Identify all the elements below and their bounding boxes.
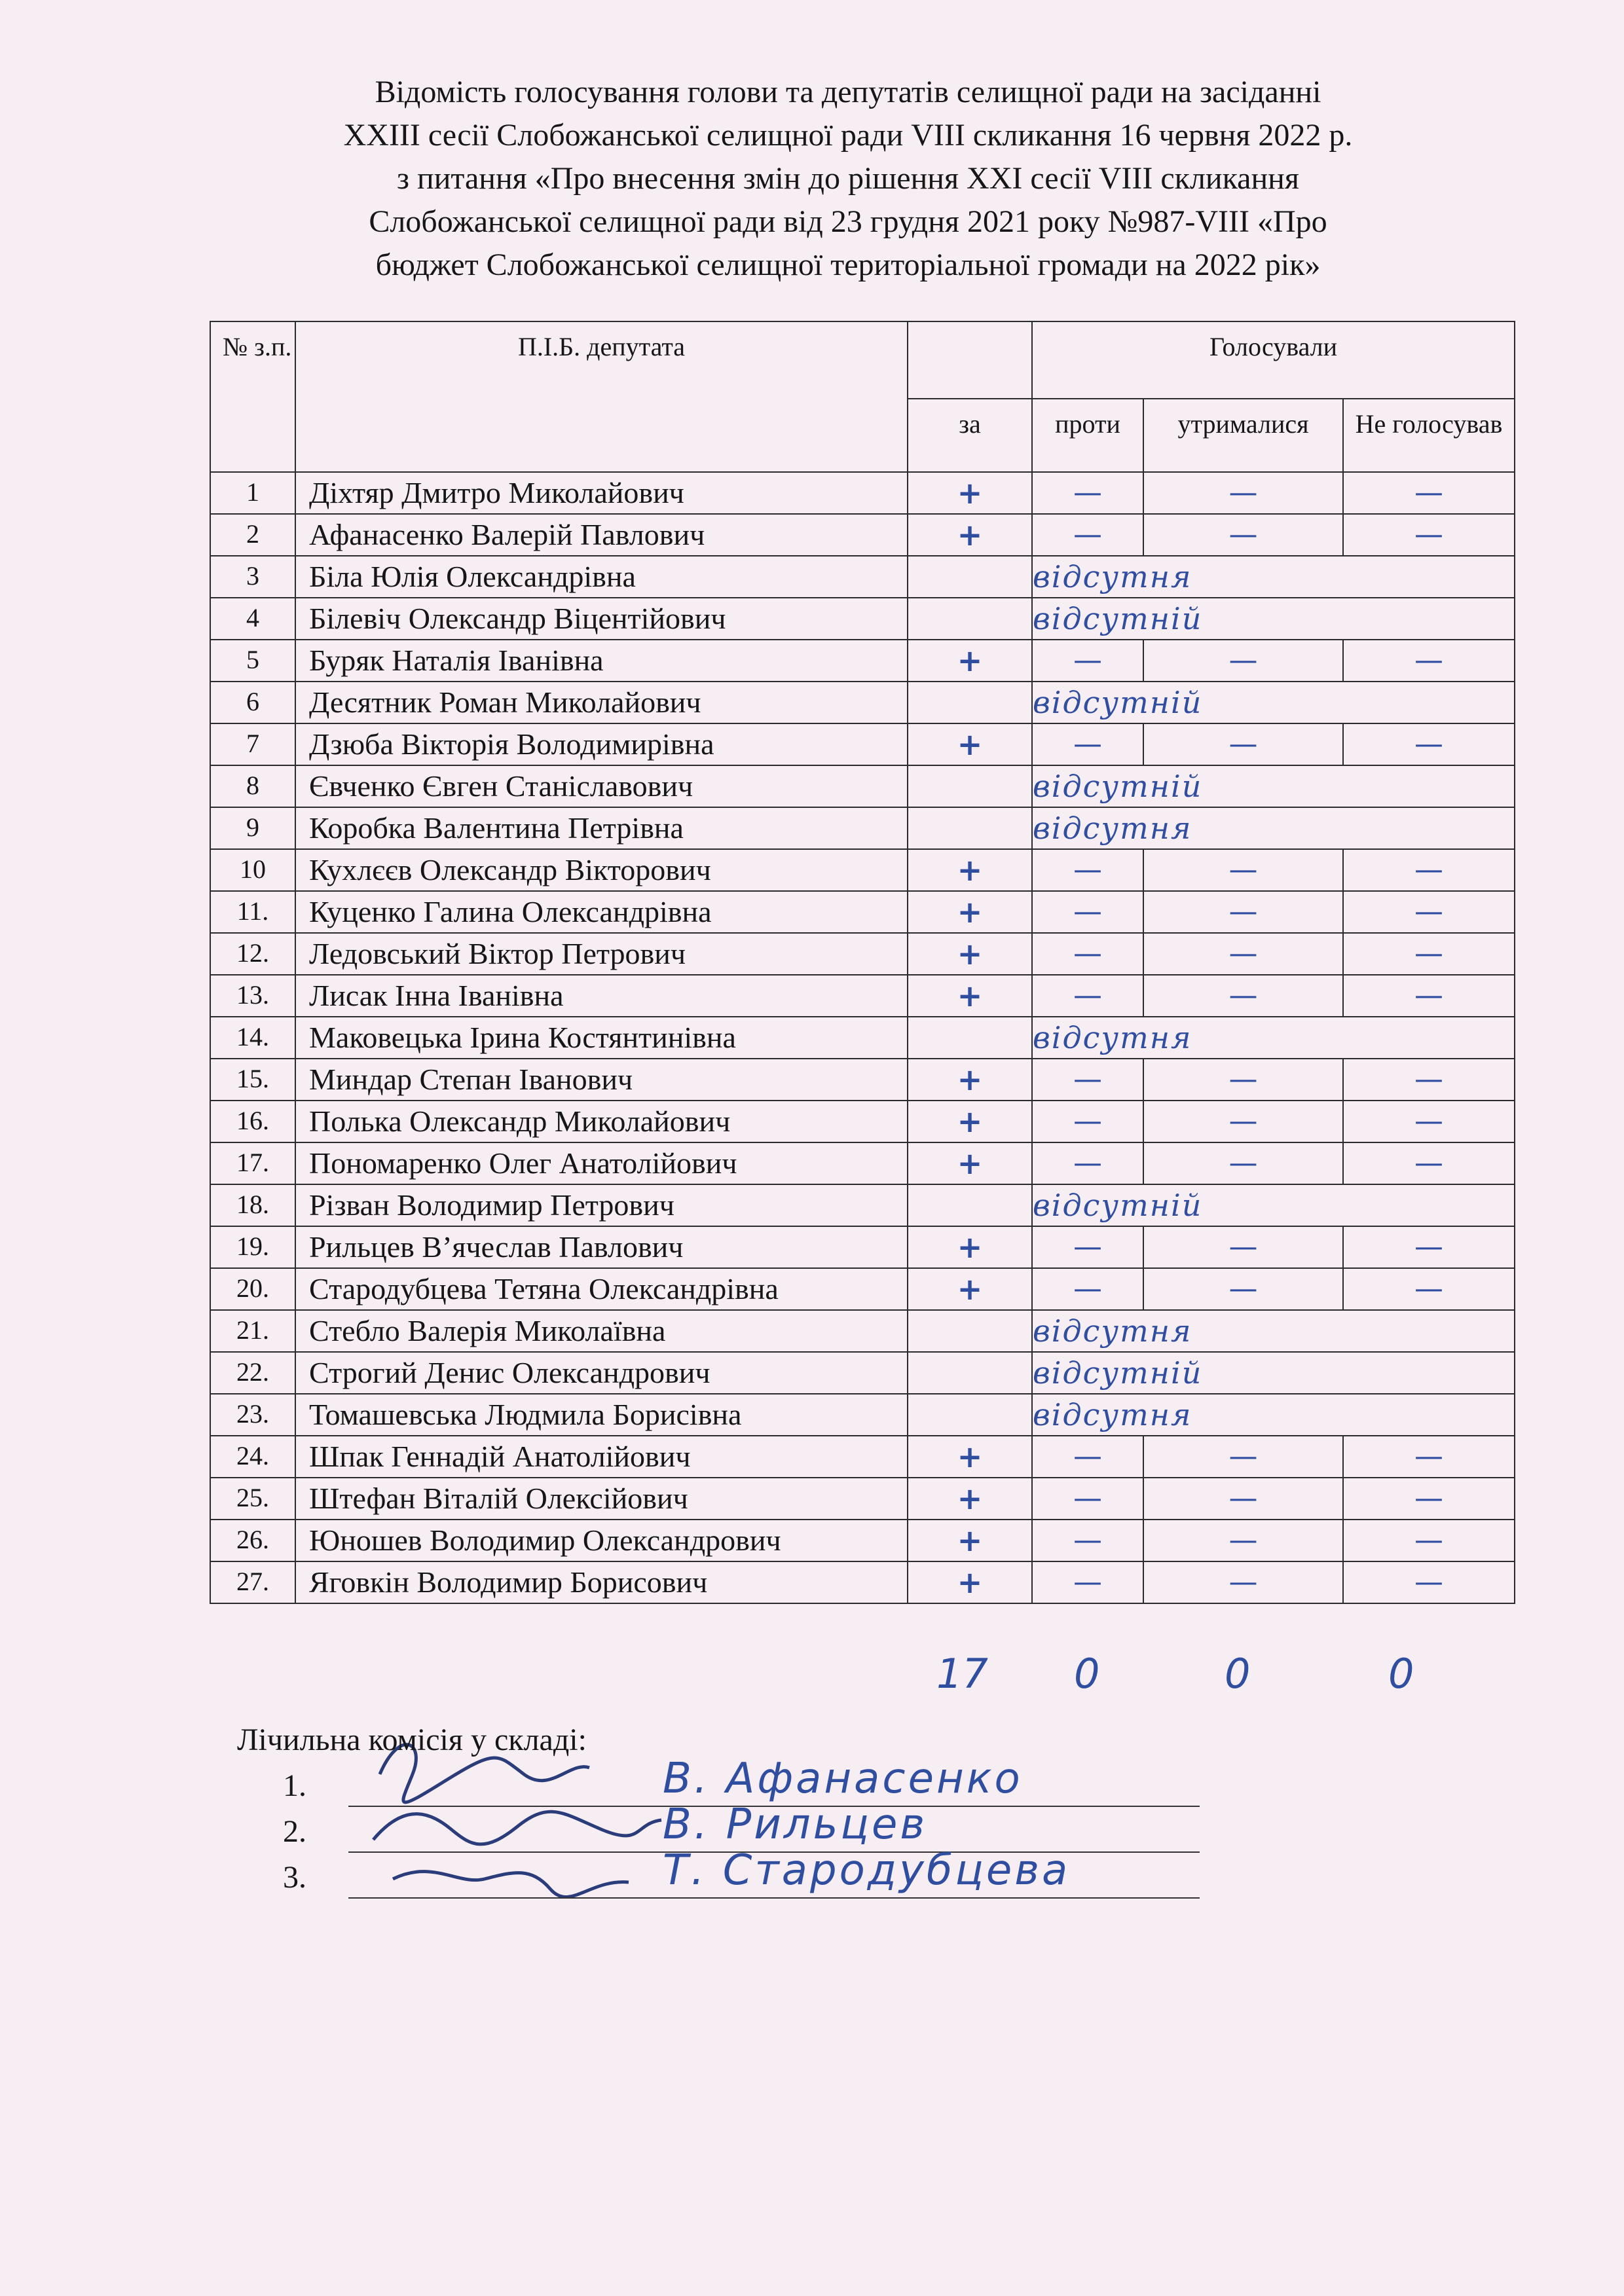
vote-novote: — [1343,1268,1515,1310]
vote-for: + [908,1478,1032,1520]
vote-novote: — [1343,640,1515,682]
row-number: 13. [210,975,295,1017]
vote-abstain: — [1143,1561,1343,1603]
vote-for: + [908,933,1032,975]
total-novote: 0 [1388,1650,1414,1698]
member-name: Т. Стародубцева [663,1846,1071,1895]
vote-for [908,556,1032,598]
member-index: 1. [283,1768,306,1803]
header-abstain: утрималися [1143,399,1343,472]
row-number: 23. [210,1394,295,1436]
vote-for [908,1394,1032,1436]
absent-note: відсутній [1032,682,1515,723]
vote-abstain: — [1143,933,1343,975]
row-number: 11. [210,891,295,933]
table-row [210,1017,1515,1059]
header-voted: Голосували [1032,321,1515,399]
member-index: 3. [283,1860,306,1895]
absent-note: відсутня [1032,1394,1515,1436]
absent-note: відсутня [1032,556,1515,598]
vote-for: + [908,1561,1032,1603]
table-row [210,1226,1515,1268]
header-for: за [908,399,1032,472]
vote-for: + [908,891,1032,933]
vote-against: — [1032,1226,1143,1268]
row-number: 1 [210,472,295,514]
vote-abstain: — [1143,472,1343,514]
total-abstain: 0 [1225,1650,1251,1698]
deputy-name: Стебло Валерія Миколаївна [295,1310,908,1352]
vote-novote: — [1343,472,1515,514]
row-number: 21. [210,1310,295,1352]
commission-member [283,1846,1278,1905]
row-number: 16. [210,1101,295,1142]
table-row [210,1310,1515,1352]
table-row [210,472,1515,514]
deputy-name: Рильцев В’ячеслав Павлович [295,1226,908,1268]
vote-against: — [1032,1059,1143,1101]
deputy-name: Шпак Геннадій Анатолійович [295,1436,908,1478]
deputy-name: Кухлєєв Олександр Вікторович [295,849,908,891]
row-number: 5 [210,640,295,682]
vote-abstain: — [1143,849,1343,891]
vote-abstain: — [1143,1101,1343,1142]
deputy-name: Миндар Степан Іванович [295,1059,908,1101]
vote-against: — [1032,514,1143,556]
vote-novote: — [1343,1226,1515,1268]
table-row [210,765,1515,807]
vote-table [210,321,1515,1604]
table-row [210,1142,1515,1184]
header-novote: Не голосував [1343,399,1515,472]
table-row [210,640,1515,682]
vote-for: + [908,1268,1032,1310]
table-row [210,891,1515,933]
vote-against: — [1032,723,1143,765]
table-row [210,1394,1515,1436]
vote-for: + [908,849,1032,891]
table-row [210,933,1515,975]
vote-for: + [908,640,1032,682]
counting-commission [237,1722,1071,1895]
row-number: 17. [210,1142,295,1184]
vote-abstain: — [1143,1436,1343,1478]
table-row [210,682,1515,723]
absent-note: відсутня [1032,1017,1515,1059]
row-number: 14. [210,1017,295,1059]
vote-for: + [908,1226,1032,1268]
vote-for: + [908,1520,1032,1561]
row-number: 19. [210,1226,295,1268]
vote-novote: — [1343,891,1515,933]
vote-abstain: — [1143,1142,1343,1184]
table-row [210,1478,1515,1520]
vote-novote: — [1343,1478,1515,1520]
vote-novote: — [1343,1520,1515,1561]
header-line: бюджет Слобожанської селищної територіальної громади на 2022 рік» [375,247,1321,282]
vote-for: + [908,1059,1032,1101]
vote-novote: — [1343,849,1515,891]
member-name: В. Афанасенко [663,1755,1023,1803]
vote-abstain: — [1143,1520,1343,1561]
table-row [210,556,1515,598]
table-row [210,975,1515,1017]
deputy-name: Юношев Володимир Олександрович [295,1520,908,1561]
row-number: 8 [210,765,295,807]
deputy-name: Коробка Валентина Петрівна [295,807,908,849]
total-for: 17 [936,1650,988,1698]
vote-against: — [1032,1436,1143,1478]
row-number: 26. [210,1520,295,1561]
absent-note: відсутній [1032,598,1515,640]
vote-for: + [908,975,1032,1017]
row-number: 7 [210,723,295,765]
deputy-name: Штефан Віталій Олексійович [295,1478,908,1520]
commission-title: Лічильна комісія у складі: [237,1722,587,1757]
deputy-name: Десятник Роман Миколайович [295,682,908,723]
deputy-name: Полька Олександр Миколайович [295,1101,908,1142]
absent-note: відсутня [1032,1310,1515,1352]
header-empty [908,321,1032,399]
member-name: В. Рильцев [663,1800,928,1849]
deputy-name: Яговкін Володимир Борисович [295,1561,908,1603]
vote-for [908,682,1032,723]
table-row [210,1352,1515,1394]
deputy-name: Білевіч Олександр Віцентійович [295,598,908,640]
vote-novote: — [1343,975,1515,1017]
vote-for: + [908,1436,1032,1478]
vote-abstain: — [1143,1268,1343,1310]
vote-abstain: — [1143,1059,1343,1101]
table-row [210,1184,1515,1226]
member-index: 2. [283,1814,306,1849]
vote-novote: — [1343,1142,1515,1184]
header-line: з питання «Про внесення змін до рішення XXI сесії VIII скликання [397,161,1299,196]
row-number: 12. [210,933,295,975]
deputy-name: Біла Юлія Олександрівна [295,556,908,598]
signature-line [348,1897,1200,1899]
deputy-name: Томашевська Людмила Борисівна [295,1394,908,1436]
row-number: 3 [210,556,295,598]
deputy-name: Різван Володимир Петрович [295,1184,908,1226]
row-number: 22. [210,1352,295,1394]
row-number: 25. [210,1478,295,1520]
vote-for [908,807,1032,849]
table-row [210,1561,1515,1603]
vote-against: — [1032,640,1143,682]
vote-for [908,598,1032,640]
row-number: 18. [210,1184,295,1226]
table-row [210,1520,1515,1561]
vote-novote: — [1343,1059,1515,1101]
deputy-name: Лисак Інна Іванівна [295,975,908,1017]
vote-against: — [1032,933,1143,975]
row-number: 20. [210,1268,295,1310]
vote-rows [210,472,1515,1603]
vote-novote: — [1343,514,1515,556]
deputy-name: Маковецька Ірина Костянтинівна [295,1017,908,1059]
header-line: Слобожанської селищної ради від 23 грудня 2021 року №987-VIII «Про [369,204,1327,239]
deputy-name: Ледовський Віктор Петрович [295,933,908,975]
table-row [210,1101,1515,1142]
vote-abstain: — [1143,723,1343,765]
row-number: 2 [210,514,295,556]
vote-abstain: — [1143,891,1343,933]
deputy-name: Стародубцева Тетяна Олександрівна [295,1268,908,1310]
header-line: Відомість голосування голови та депутатів селищної ради на засіданні [375,75,1321,109]
absent-note: відсутній [1032,1184,1515,1226]
vote-novote: — [1343,1561,1515,1603]
vote-for [908,1310,1032,1352]
vote-novote: — [1343,1101,1515,1142]
vote-for: + [908,514,1032,556]
vote-for: + [908,1142,1032,1184]
table-row [210,514,1515,556]
vote-for: + [908,723,1032,765]
row-number: 6 [210,682,295,723]
vote-abstain: — [1143,1226,1343,1268]
vote-against: — [1032,891,1143,933]
vote-novote: — [1343,933,1515,975]
vote-against: — [1032,1561,1143,1603]
deputy-name: Строгий Денис Олександрович [295,1352,908,1394]
vote-for [908,765,1032,807]
table-row [210,1268,1515,1310]
row-number: 9 [210,807,295,849]
deputy-name: Євченко Євген Станіславович [295,765,908,807]
vote-against: — [1032,1101,1143,1142]
vote-against: — [1032,1142,1143,1184]
vote-against: — [1032,1520,1143,1561]
table-row [210,723,1515,765]
vote-against: — [1032,849,1143,891]
vote-against: — [1032,975,1143,1017]
vote-abstain: — [1143,640,1343,682]
deputy-name: Пономаренко Олег Анатолійович [295,1142,908,1184]
vote-against: — [1032,1268,1143,1310]
deputy-name: Буряк Наталія Іванівна [295,640,908,682]
absent-note: відсутній [1032,765,1515,807]
vote-for [908,1017,1032,1059]
header-line: XXIII сесії Слобожанської селищної ради VIII скликання 16 червня 2022 р. [343,118,1353,153]
vote-novote: — [1343,723,1515,765]
header-against: проти [1032,399,1143,472]
table-row [210,807,1515,849]
deputy-name: Куценко Галина Олександрівна [295,891,908,933]
vote-for [908,1184,1032,1226]
vote-against: — [1032,472,1143,514]
vote-abstain: — [1143,514,1343,556]
table-row [210,1436,1515,1478]
totals-row [0,1650,1624,1709]
total-against: 0 [1074,1650,1100,1698]
table-row [210,598,1515,640]
vote-against: — [1032,1478,1143,1520]
header-number: № з.п. [210,321,295,472]
row-number: 27. [210,1561,295,1603]
vote-for [908,1352,1032,1394]
deputy-name: Дзюба Вікторія Володимирівна [295,723,908,765]
absent-note: відсутня [1032,807,1515,849]
table-row [210,1059,1515,1101]
table-row [210,849,1515,891]
row-number: 15. [210,1059,295,1101]
row-number: 24. [210,1436,295,1478]
document-header [196,71,1500,287]
deputy-name: Афанасенко Валерій Павлович [295,514,908,556]
row-number: 4 [210,598,295,640]
vote-for: + [908,472,1032,514]
vote-abstain: — [1143,1478,1343,1520]
header-name: П.І.Б. депутата [295,321,908,472]
absent-note: відсутній [1032,1352,1515,1394]
deputy-name: Діхтяр Дмитро Миколайович [295,472,908,514]
vote-novote: — [1343,1436,1515,1478]
row-number: 10 [210,849,295,891]
vote-for: + [908,1101,1032,1142]
vote-abstain: — [1143,975,1343,1017]
